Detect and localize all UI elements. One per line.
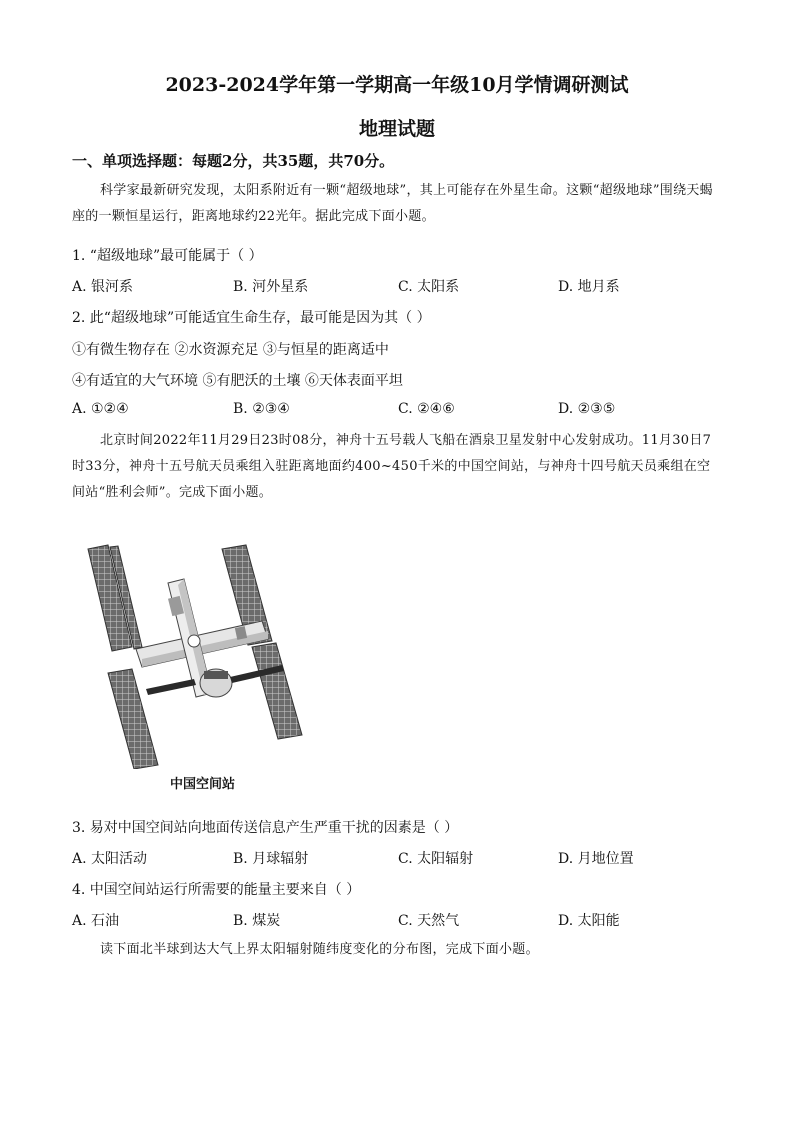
q2-option-a[interactable]: A. ①②④ bbox=[72, 401, 129, 417]
q4-option-c[interactable]: C. 天然气 bbox=[398, 913, 460, 929]
question-2-statements-1: ①有微生物存在 ②水资源充足 ③与恒星的距离适中 bbox=[72, 342, 389, 358]
exam-subtitle: 地理试题 bbox=[358, 118, 435, 140]
space-station-image bbox=[86, 543, 308, 769]
question-3-stem: 3. 易对中国空间站向地面传送信息产生严重干扰的因素是（ ） bbox=[72, 820, 459, 836]
q2-option-c[interactable]: C. ②④⑥ bbox=[398, 401, 455, 417]
q4-option-d[interactable]: D. 太阳能 bbox=[558, 913, 620, 929]
solar-panel-bottom-right bbox=[252, 643, 302, 739]
question-1-stem: 1. “超级地球”最可能属于（ ） bbox=[72, 248, 263, 264]
passage-3: 读下面北半球到达大气上界太阳辐射随纬度变化的分布图，完成下面小题。 bbox=[100, 942, 539, 957]
solar-panel-bottom-left bbox=[108, 669, 158, 769]
docking-hub bbox=[188, 635, 200, 647]
exam-title: 2023-2024学年第一学期高一年级10月学情调研测试 bbox=[165, 74, 629, 96]
q2-option-b[interactable]: B. ②③④ bbox=[233, 401, 290, 417]
solar-panel-top-left bbox=[88, 545, 142, 651]
passage-1: 科学家最新研究发现，太阳系附近有一颗“超级地球”，其上可能存在外星生命。这颗“超级地球”围绕天蝎座的一颗恒星运行，距离地球约22光年。据此完成下面小题。 bbox=[72, 183, 713, 224]
q2-option-d[interactable]: D. ②③⑤ bbox=[558, 401, 616, 417]
q1-option-b[interactable]: B. 河外星系 bbox=[233, 279, 309, 295]
passage-2: 北京时间2022年11月29日23时08分，神舟十五号载人飞船在酒泉卫星发射中心发射成功。11月30日7时33分，神舟十五号航天员乘组入驻距离地面约400~450千米的中国空间站，与神舟十四号航天员乘组在空间站“胜利会师”。完成下面小题。 bbox=[72, 433, 712, 500]
q1-option-a[interactable]: A. 银河系 bbox=[72, 279, 134, 295]
q1-option-c[interactable]: C. 太阳系 bbox=[398, 279, 460, 295]
q3-option-b[interactable]: B. 月球辐射 bbox=[233, 851, 309, 867]
q1-option-d[interactable]: D. 地月系 bbox=[558, 279, 620, 295]
q4-option-b[interactable]: B. 煤炭 bbox=[233, 913, 281, 929]
q3-option-c[interactable]: C. 太阳辐射 bbox=[398, 851, 474, 867]
question-2-stem: 2. 此“超级地球”可能适宜生命生存，最可能是因为其（ ） bbox=[72, 310, 431, 326]
figure-caption: 中国空间站 bbox=[170, 777, 236, 792]
q3-option-d[interactable]: D. 月地位置 bbox=[558, 851, 634, 867]
question-4-stem: 4. 中国空间站运行所需要的能量主要来自（ ） bbox=[72, 882, 361, 898]
q4-option-a[interactable]: A. 石油 bbox=[72, 913, 120, 929]
question-2-statements-2: ④有适宜的大气环境 ⑤有肥沃的土壤 ⑥天体表面平坦 bbox=[72, 373, 403, 389]
q3-option-a[interactable]: A. 太阳活动 bbox=[72, 851, 148, 867]
section-heading: 一、单项选择题：每题2分，共35题，共70分。 bbox=[72, 152, 395, 170]
